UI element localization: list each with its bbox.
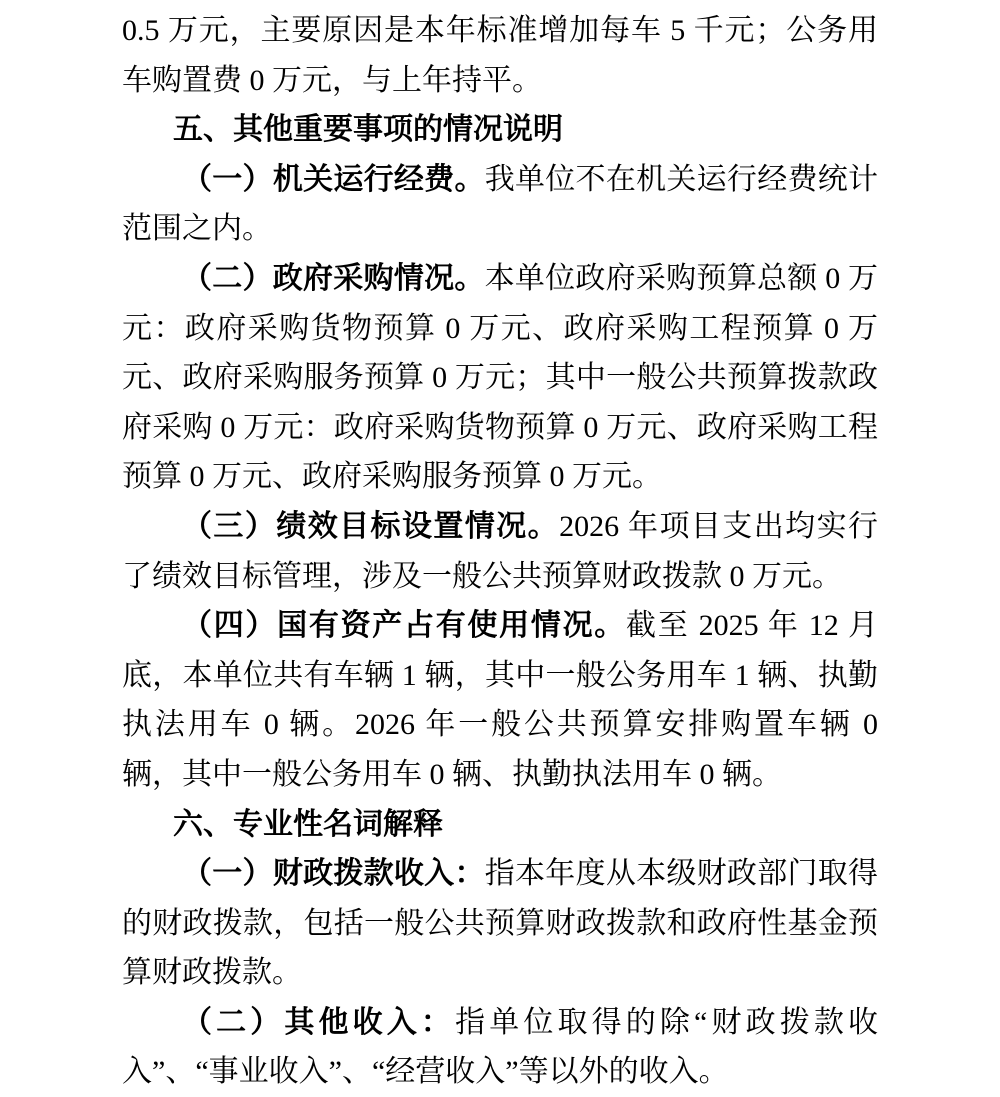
paragraph-text: 本单位政府采购预算总额 0 万元：政府采购货物预算 0 万元、政府采购工程预算 0 万元、政府采购服务预算 0 万元；其中一般公共预算拨款政府采购 0 万元：政府采购货物预算 0 万元、政府采购工程预算 0 万元、政府采购服务预算 0 万元。 — [122, 261, 879, 494]
paragraph-state-assets — [122, 601, 878, 799]
paragraph-government-procurement — [122, 254, 878, 502]
paragraph-lead: （二）其他收入： — [182, 1005, 456, 1039]
paragraph-text: 2026 年项目支出均实行了绩效目标管理，涉及一般公共预算财政拨款 0 万元。 — [122, 509, 879, 593]
paragraph-text: 截至 2025 年 12 月底，本单位共有车辆 1 辆，其中一般公务用车 1 辆、执勤执法用车 0 辆。2026 年一般公共预算安排购置车辆 0 辆，其中一般公务用车 0 辆、执勤执法用车 0 辆。 — [122, 609, 878, 791]
paragraph-lead: （二）政府采购情况。 — [182, 261, 485, 295]
paragraph-text: 指单位取得的除“财政拨款收入”、“事业收入”、“经营收入”等以外的收入。 — [122, 1005, 878, 1089]
paragraph-lead: （四）国有资产占有使用情况。 — [182, 609, 626, 643]
paragraph-performance-targets — [122, 502, 878, 601]
section-heading-six: 六、专业性名词解释 — [173, 807, 443, 841]
paragraph-lead: （一）机关运行经费。 — [182, 162, 485, 196]
paragraph-lead: （三）绩效目标设置情况。 — [182, 509, 560, 543]
paragraph-term-other-income — [122, 998, 878, 1097]
paragraph-continuation: 0.5 万元，主要原因是本年标准增加每车 5 千元；公务用车购置费 0 万元，与上年持平。 — [122, 14, 878, 97]
paragraph-text: 指本年度从本级财政部门取得的财政拨款，包括一般公共预算财政拨款和政府性基金预算财政拨款。 — [122, 857, 879, 990]
paragraph-term-fiscal-appropriation-income — [122, 849, 878, 998]
section-heading-five: 五、其他重要事项的情况说明 — [173, 113, 563, 147]
paragraph-text: 我单位不在机关运行经费统计范围之内。 — [122, 162, 879, 246]
paragraph-lead: （一）财政拨款收入： — [182, 857, 485, 891]
paragraph-org-operating-funds — [122, 155, 878, 254]
